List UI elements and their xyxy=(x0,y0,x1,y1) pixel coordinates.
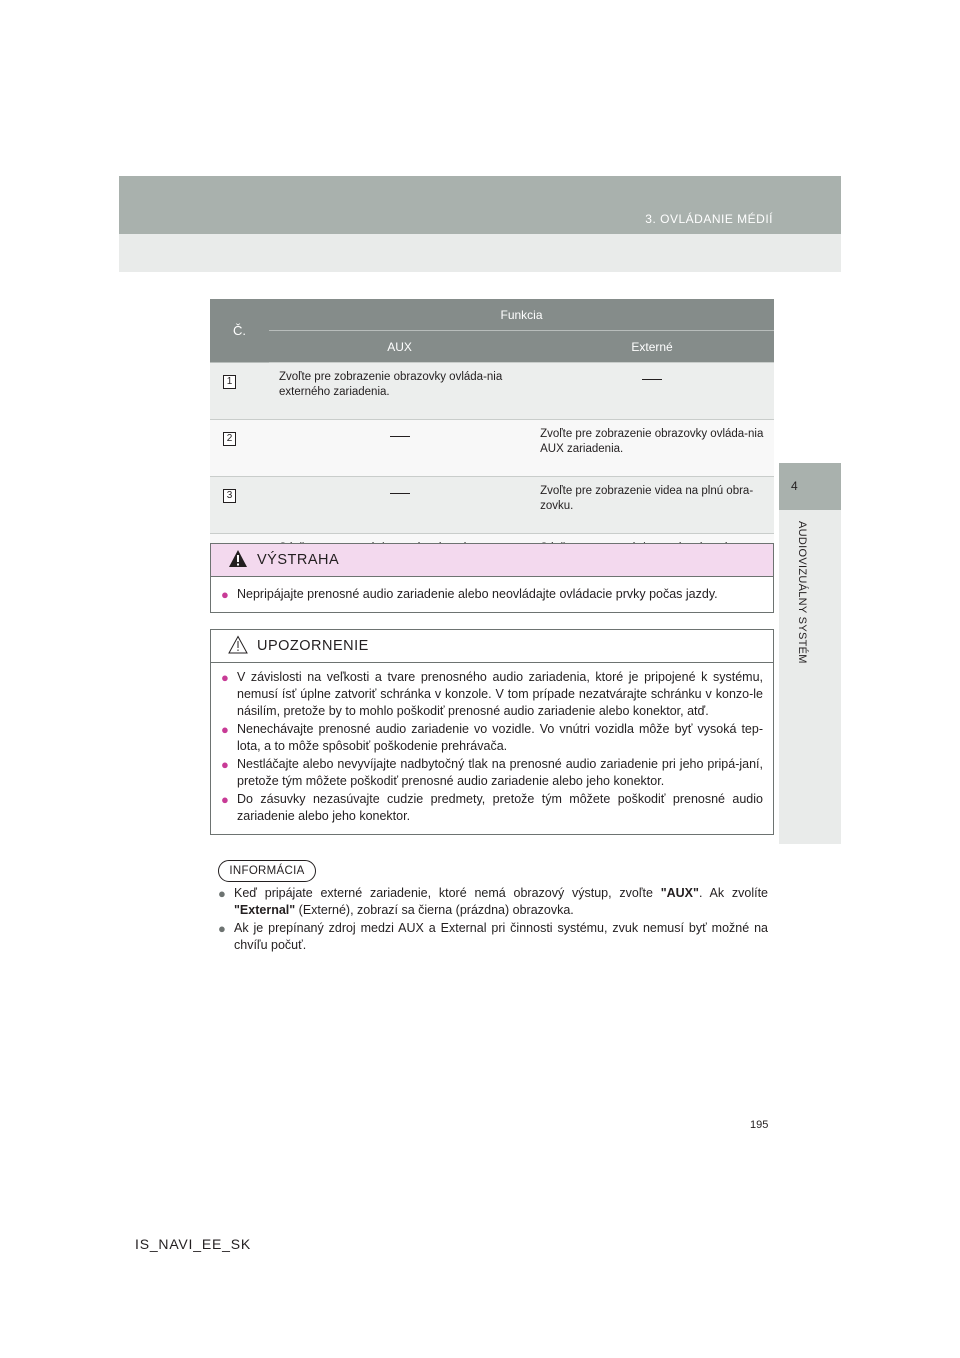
cell-aux-dash xyxy=(269,477,530,534)
warning-text: Nepripájajte prenosné audio zariadenie alebo neovládajte ovládacie prvky počas jazdy. xyxy=(237,587,718,601)
row-number: 1 xyxy=(223,375,236,389)
list-item xyxy=(221,721,763,755)
caution-text: Do zásuvky nezasúvajte cudzie predmety, pretože tým môžete poškodiť prenosné audio zariadenie alebo jeho konektor. xyxy=(237,792,763,823)
chapter-label: AUDIOVIZUÁLNY SYSTÉM xyxy=(796,521,808,664)
chapter-strip xyxy=(779,510,841,844)
list-item xyxy=(218,920,768,954)
warning-icon xyxy=(228,549,248,568)
info-tag: INFORMÁCIA xyxy=(218,860,316,882)
caution-header xyxy=(211,630,773,663)
bullet-icon: ● xyxy=(221,587,229,602)
cell-external: Zvoľte pre zobrazenie videa na plnú obra-zovku. xyxy=(530,477,774,534)
page-number: 195 xyxy=(750,1119,769,1131)
bullet-icon: ● xyxy=(221,722,229,737)
table-row xyxy=(210,363,774,420)
info-text: (Externé), zobrazí sa čierna (prázdna) obrazovka. xyxy=(295,903,574,917)
header-band-light xyxy=(119,234,841,272)
caution-title: UPOZORNENIE xyxy=(257,638,369,654)
warning-box xyxy=(210,543,774,613)
info-text: . Ak zvolíte xyxy=(698,886,768,900)
cell-external: Zvoľte pre zobrazenie obrazovky ovláda-nia AUX zariadenia. xyxy=(530,420,774,477)
info-text: Ak je prepínaný zdroj medzi AUX a External pri činnosti systému, zvuk nemusí byť možné na chvíľu počuť. xyxy=(234,921,768,952)
bullet-icon: ● xyxy=(221,670,229,685)
caution-text: Nenechávajte prenosné audio zariadenie vo vozidle. Vo vnútri vozidla môže byť vysoká tep-lota, a to môže spôsobiť poškodenie prehrávača. xyxy=(237,722,763,753)
col-aux-header: AUX xyxy=(269,331,530,363)
table-row xyxy=(210,477,774,534)
table-row xyxy=(210,420,774,477)
col-external-header: Externé xyxy=(530,331,774,363)
document-code: IS_NAVI_EE_SK xyxy=(135,1236,251,1252)
bullet-icon: ● xyxy=(218,886,226,901)
info-external-label: "External" xyxy=(234,903,296,917)
bullet-icon: ● xyxy=(221,792,229,807)
row-number: 2 xyxy=(223,432,236,446)
bullet-icon: ● xyxy=(221,757,229,772)
caution-text: Nestláčajte alebo nevyvíjajte nadbytočný tlak na prenosné audio zariadenie pri jeho pripá-janí, pretože tým môžete poškodiť prenosné audio zariadenie alebo jeho konektor. xyxy=(237,757,763,788)
info-aux-label: "AUX" xyxy=(660,886,699,900)
caution-box xyxy=(210,629,774,835)
col-function-header: Funkcia xyxy=(269,299,774,331)
col-no-header: Č. xyxy=(210,299,269,363)
section-title: 3. OVLÁDANIE MÉDIÍ xyxy=(645,212,773,226)
caution-icon xyxy=(228,635,248,654)
row-number: 3 xyxy=(223,489,236,503)
warning-header xyxy=(211,544,773,577)
cell-aux-dash xyxy=(269,420,530,477)
cell-aux: Zvoľte pre zobrazenie obrazovky ovláda-nia externého zariadenia. xyxy=(269,363,530,420)
list-item xyxy=(221,791,763,825)
list-item xyxy=(221,586,763,603)
info-text: Keď pripájate externé zariadenie, ktoré nemá obrazový výstup, zvoľte xyxy=(234,886,661,900)
warning-title: VÝSTRAHA xyxy=(257,552,340,568)
chapter-number: 4 xyxy=(791,479,798,493)
list-item xyxy=(218,885,768,919)
info-list xyxy=(218,885,768,955)
chapter-tab xyxy=(779,463,841,510)
caution-text: V závislosti na veľkosti a tvare prenosného audio zariadenia, ktoré je pripojené k systému, nemusí ísť úplne zatvoriť schránka v konzole. V tom prípade nezatvárajte schránku v konzo-le násilím, pretože by to mohlo poškodiť prenosné audio zariadenie alebo konektor, atď. xyxy=(237,670,763,718)
list-item xyxy=(221,756,763,790)
list-item xyxy=(221,669,763,720)
cell-external-dash xyxy=(530,363,774,420)
bullet-icon: ● xyxy=(218,921,226,936)
